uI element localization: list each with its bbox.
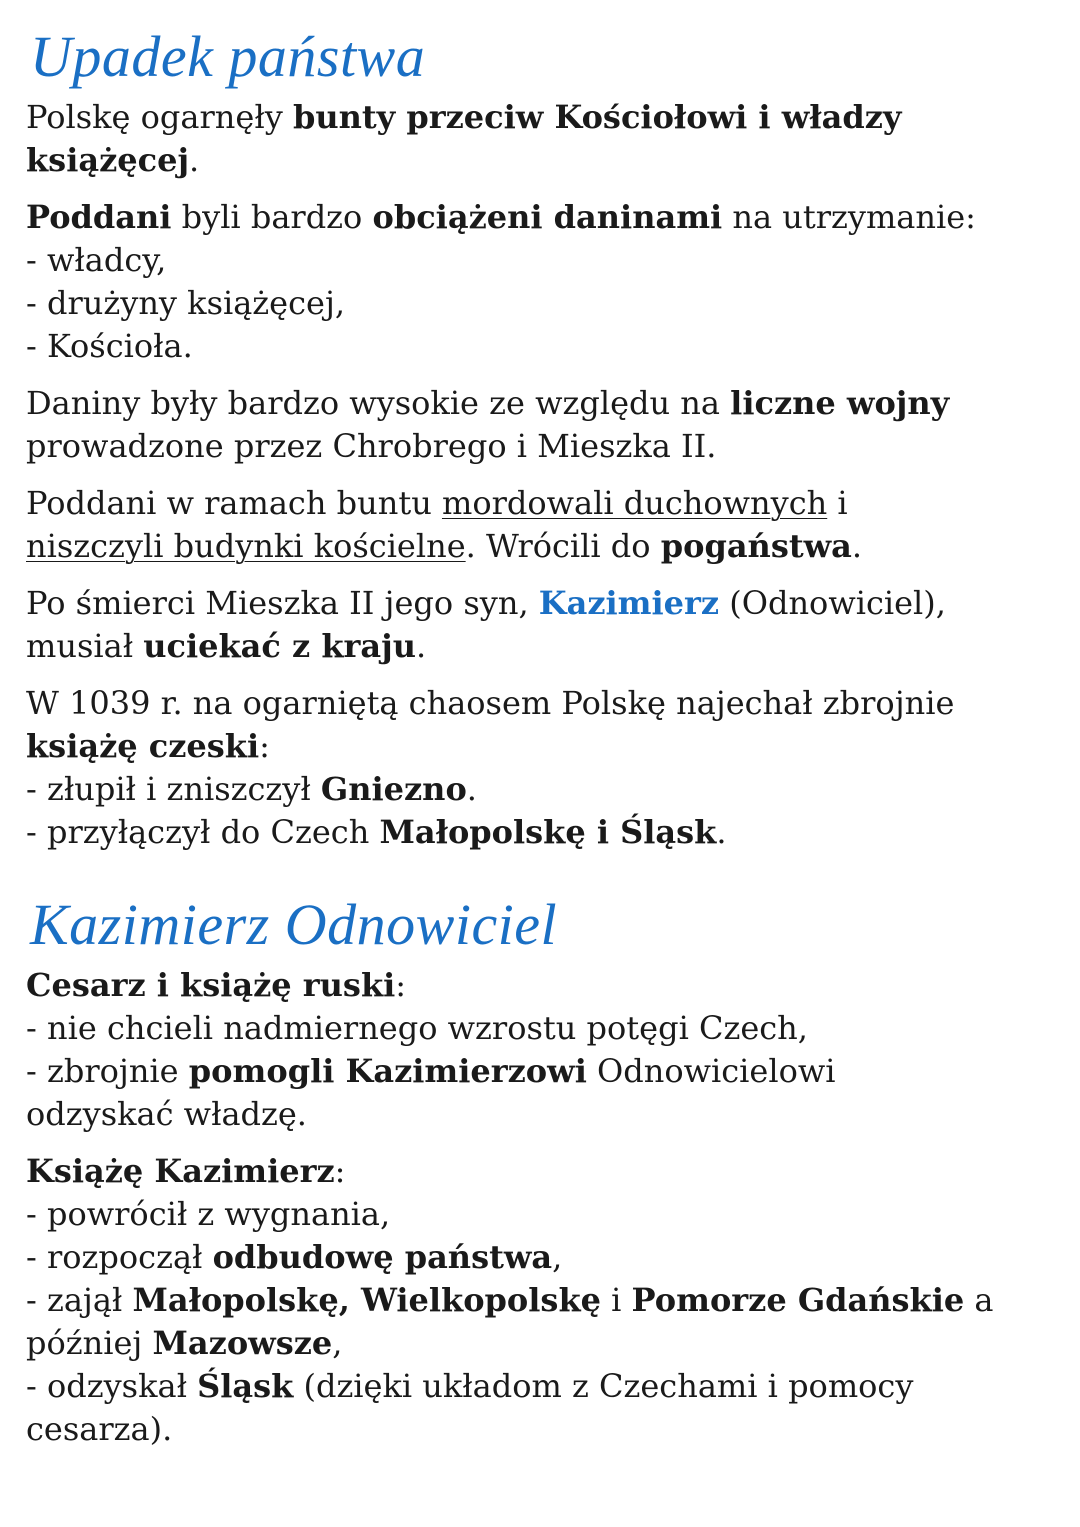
- paragraph-cesarz: Cesarz i książę ruski: - nie chcieli nadmiernego wzrostu potęgi Czech, - zbrojnie pomogli Kazimierzowi Odnowicielowi odzyskać władzę.: [26, 964, 1050, 1136]
- list-item: - nie chcieli nadmiernego wzrostu potęgi Czech,: [26, 1009, 808, 1047]
- list-item: - władcy,: [26, 241, 167, 279]
- paragraph-kazimierz-ucieczka: Po śmierci Mieszka II jego syn, Kazimierz (Odnowiciel), musiał uciekać z kraju.: [26, 584, 946, 665]
- section-title-kazimierz: Kazimierz Odnowiciel: [30, 892, 558, 957]
- paragraph-ksiaze-kazimierz: Książę Kazimierz: - powrócił z wygnania, - rozpoczął odbudowę państwa, - zajął Małopolskę, Wielkopolskę i Pomorze Gdańskie a później Mazowsze, - odzyskał Śląsk (dzięki układom z Czechami i pomocy cesarza).: [26, 1150, 1050, 1451]
- list-item: - drużyny książęcej,: [26, 284, 346, 322]
- paragraph-bunty: Polskę ogarnęły bunty przeciw Kościołowi i władzy książęcej.: [26, 98, 902, 179]
- list-item: - przyłączył do Czech Małopolskę i Śląsk.: [26, 813, 727, 851]
- list-item: - powrócił z wygnania,: [26, 1195, 391, 1233]
- list-item: - złupił i zniszczył Gniezno.: [26, 770, 477, 808]
- list-item: - odzyskał Śląsk (dzięki układom z Czechami i pomocy: [26, 1367, 914, 1405]
- list-item: - zajął Małopolskę, Wielkopolskę i Pomorze Gdańskie a: [26, 1281, 994, 1319]
- paragraph-daniny-list: Poddani byli bardzo obciążeni daninami na utrzymanie: - władcy, - drużyny książęcej, - Kościoła.: [26, 196, 1050, 368]
- section-title-upadek: Upadek państwa: [30, 24, 426, 89]
- list-item: - zbrojnie pomogli Kazimierzowi Odnowicielowi: [26, 1052, 836, 1090]
- paragraph-najazd-czeski: W 1039 r. na ogarniętą chaosem Polskę najechał zbrojnie książę czeski: - złupił i zniszczył Gniezno. - przyłączył do Czech Małopolskę i Śląsk.: [26, 682, 1050, 854]
- paragraph-bunt: Poddani w ramach buntu mordowali duchownych i niszczyli budynki kościelne. Wrócili do pogaństwa.: [26, 484, 863, 565]
- list-item: - Kościoła.: [26, 327, 193, 365]
- paragraph-wojny: Daniny były bardzo wysokie ze względu na liczne wojny prowadzone przez Chrobrego i Mieszka II.: [26, 384, 950, 465]
- list-item: - rozpoczął odbudowę państwa,: [26, 1238, 563, 1276]
